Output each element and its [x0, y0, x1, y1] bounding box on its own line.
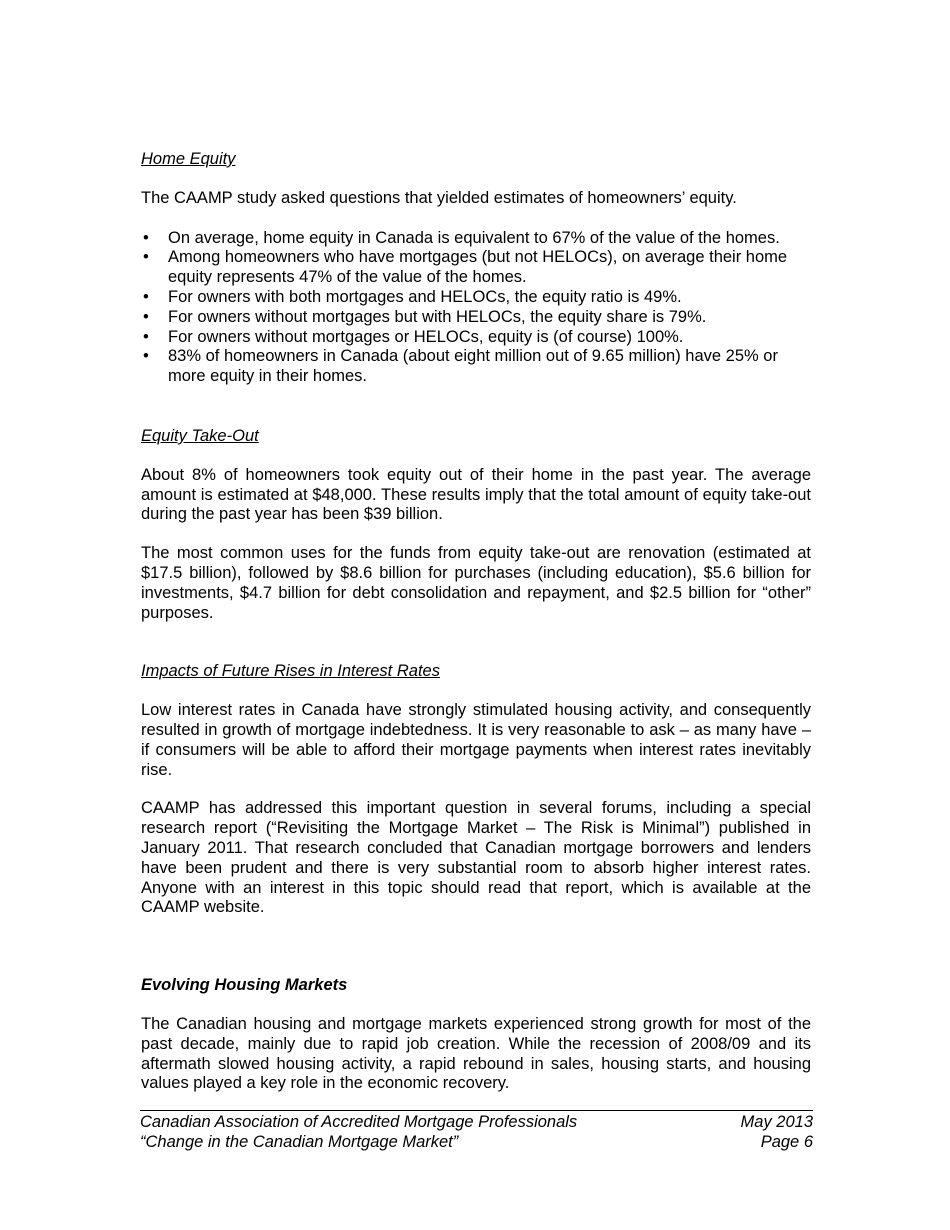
list-item: • For owners with both mortgages and HELOCs, the equity ratio is 49%.	[143, 287, 682, 306]
equity-takeout-para-2: The most common uses for the funds from equity take-out are renovation (estimated at $17.5 billion), followed by $8.6 billion for purchases (including education), $5.6 billion for investments, $4.7 billion for debt consolidation and repayment, and $2.5 billion for “other” purposes.	[141, 544, 811, 622]
bullet-icon: •	[143, 287, 149, 306]
heading-equity-takeout: Equity Take-Out	[141, 426, 259, 445]
interest-rates-para-1: Low interest rates in Canada have strongly stimulated housing activity, and consequently resulted in growth of mortgage indebtedness. It is very reasonable to ask – as many have – if consumers will be able to afford their mortgage payments when interest rates inevitably rise.	[141, 701, 811, 779]
page-footer	[140, 1110, 813, 1153]
heading-home-equity: Home Equity	[141, 150, 236, 168]
heading-evolving-markets: Evolving Housing Markets	[141, 976, 348, 995]
document-page	[141, 150, 811, 1094]
footer-row-1	[140, 1113, 813, 1133]
footer-page-number: Page 6	[760, 1132, 813, 1151]
footer-date: May 2013	[740, 1113, 813, 1131]
bullet-icon: •	[143, 248, 149, 267]
list-item: • 83% of homeowners in Canada (about eight million out of 9.65 million) have 25% or more equity in their homes.	[143, 347, 778, 386]
equity-takeout-para-1: About 8% of homeowners took equity out of their home in the past year. The average amount is estimated at $48,000. These results imply that the total amount of equity take-out during the past year has been $39 billion.	[141, 465, 811, 524]
home-equity-intro: The CAAMP study asked questions that yielded estimates of homeowners’ equity.	[141, 188, 737, 207]
bullet-icon: •	[143, 228, 149, 247]
home-equity-bullet-list	[141, 229, 811, 387]
list-item: • On average, home equity in Canada is equivalent to 67% of the value of the homes.	[143, 228, 780, 247]
bullet-icon: •	[143, 327, 149, 346]
interest-rates-para-2: CAAMP has addressed this important question in several forums, including a special research report (“Revisiting the Mortgage Market – The Risk is Minimal”) published in January 2011. That research concluded that Canadian mortgage borrowers and lenders have been prudent and there is very substantial room to absorb higher interest rates. Anyone with an interest in this topic should read that report, which is available at the CAAMP website.	[141, 799, 811, 917]
footer-row-2	[140, 1133, 813, 1153]
heading-interest-rates: Impacts of Future Rises in Interest Rates	[141, 662, 440, 681]
list-item: • Among homeowners who have mortgages (but not HELOCs), on average their home equity represents 47% of the value of the homes.	[143, 248, 788, 287]
footer-org: Canadian Association of Accredited Mortgage Professionals	[140, 1113, 578, 1131]
bullet-icon: •	[143, 307, 149, 326]
footer-report-title: “Change in the Canadian Mortgage Market”	[140, 1132, 459, 1151]
list-item: • For owners without mortgages but with HELOCs, the equity share is 79%.	[143, 307, 707, 326]
evolving-markets-para-1: The Canadian housing and mortgage markets experienced strong growth for most of the past decade, mainly due to rapid job creation. While the recession of 2008/09 and its aftermath slowed housing activity, a rapid rebound in sales, housing starts, and housing values played a key role in the economic recovery.	[141, 1014, 811, 1093]
list-item: • For owners without mortgages or HELOCs, equity is (of course) 100%.	[143, 327, 684, 346]
bullet-icon: •	[143, 347, 149, 366]
